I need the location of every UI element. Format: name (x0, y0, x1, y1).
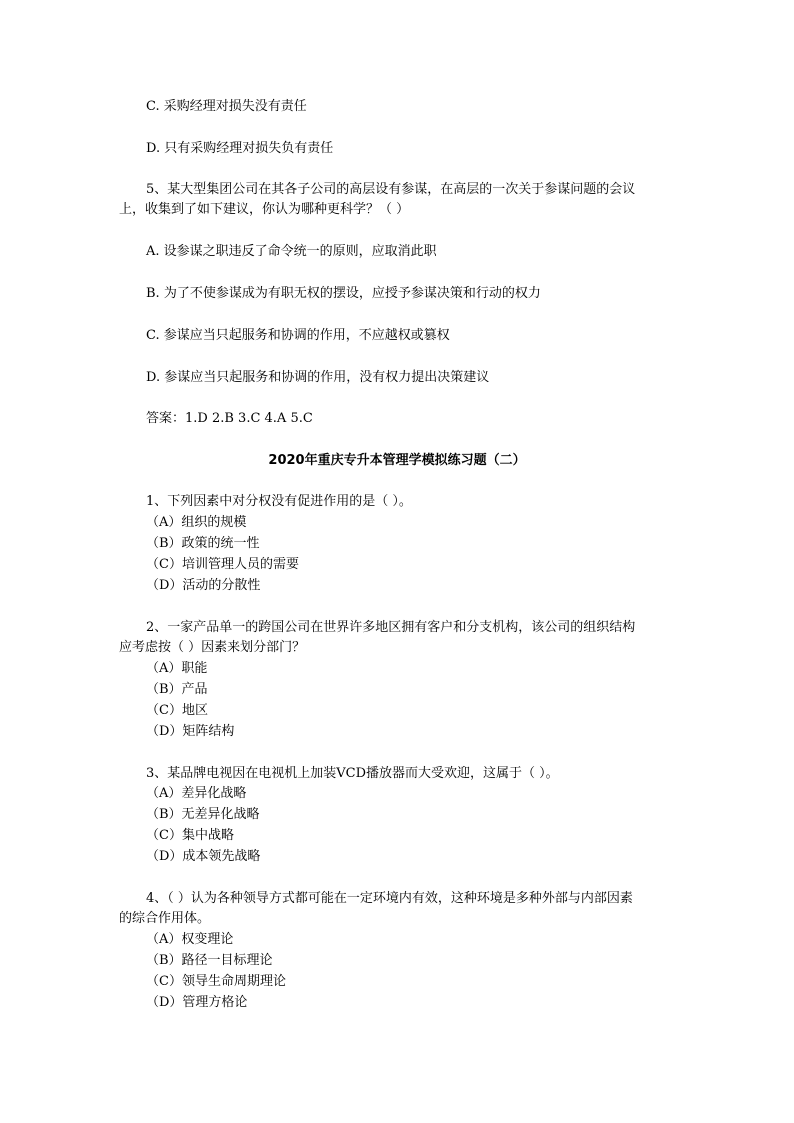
q4-option-c: （C）领导生命周期理论 (146, 974, 286, 989)
q4-option-b: （B）路径一目标理论 (146, 953, 273, 968)
q1-stem: 1、下列因素中对分权没有促进作用的是（ ）。 (146, 494, 412, 509)
q3-stem: 3、某品牌电视因在电视机上加装VCD播放器而大受欢迎，这属于（ ）。 (146, 766, 559, 781)
q4-option-d: （D）管理方格论 (146, 995, 248, 1010)
q3-option-b: （B）无差异化战略 (146, 807, 260, 822)
q1-option-b: （B）政策的统一性 (146, 536, 260, 551)
q4-stem-line1: 4、（ ）认为各种领导方式都可能在一定环境内有效，这种环境是多种外部与内部因素 (146, 891, 633, 906)
q3-option-a: （A）差异化战略 (146, 786, 247, 801)
option-c-prev: C. 采购经理对损失没有责任 (146, 99, 307, 114)
q4-stem-line2: 的综合作用体。 (119, 911, 211, 926)
q3-option-c: （C）集中战略 (146, 828, 234, 843)
q2-option-d: （D）矩阵结构 (146, 724, 235, 739)
q5-stem-line2: 上，收集到了如下建议，你认为哪种更科学？（ ） (119, 202, 410, 217)
q5-option-d: D. 参谋应当只起服务和协调的作用，没有权力提出决策建议 (146, 370, 490, 385)
q2-option-b: （B）产品 (146, 682, 208, 697)
q2-stem-line2: 应考虑按（ ）因素来划分部门？ (119, 640, 306, 655)
q5-option-a: A. 设参谋之职违反了命令统一的原则，应取消此职 (146, 244, 437, 259)
q1-option-a: （A）组织的规模 (146, 515, 247, 530)
q2-option-a: （A）职能 (146, 661, 208, 676)
q2-stem-line1: 2、一家产品单一的跨国公司在世界许多地区拥有客户和分支机构，该公司的组织结构 (146, 620, 636, 635)
q1-option-c: （C）培训管理人员的需要 (146, 557, 299, 572)
option-d-prev: D. 只有采购经理对损失负有责任 (146, 141, 334, 156)
q3-option-d: （D）成本领先战略 (146, 849, 261, 864)
section-title: 2020年重庆专升本管理学模拟练习题（二） (268, 453, 526, 468)
q2-option-c: （C）地区 (146, 703, 208, 718)
q4-option-a: （A）权变理论 (146, 932, 234, 947)
answer-key: 答案：1.D 2.B 3.C 4.A 5.C (146, 411, 313, 426)
q5-stem-line1: 5、某大型集团公司在其各子公司的高层设有参谋，在高层的一次关于参谋问题的会议 (146, 182, 636, 197)
q5-option-c: C. 参谋应当只起服务和协调的作用，不应越权或篡权 (146, 328, 450, 343)
q5-option-b: B. 为了不使参谋成为有职无权的摆设，应授予参谋决策和行动的权力 (146, 286, 541, 301)
q1-option-d: （D）活动的分散性 (146, 578, 261, 593)
